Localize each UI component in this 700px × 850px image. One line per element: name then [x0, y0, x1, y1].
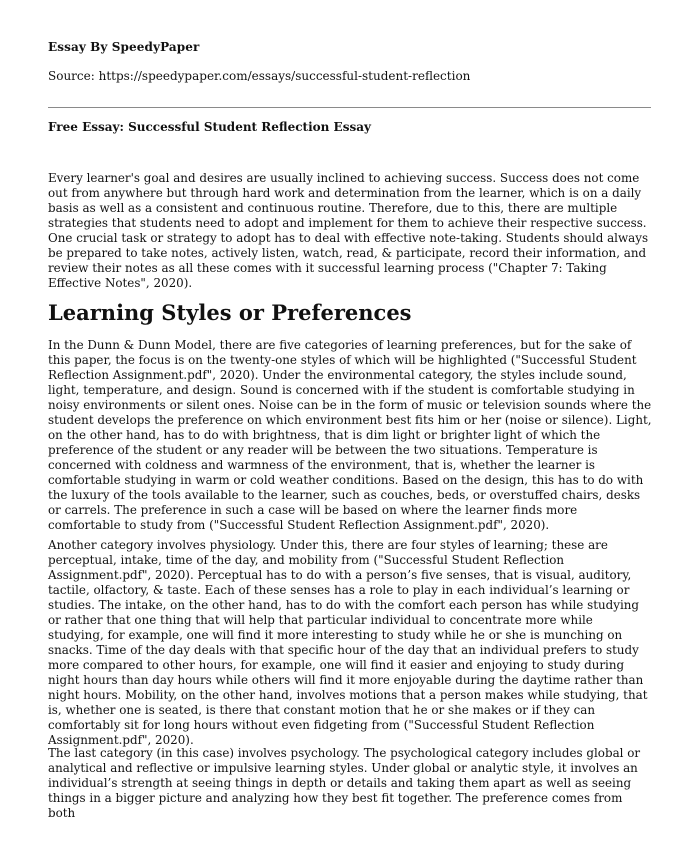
header-divider: [48, 107, 651, 108]
essay-title: Free Essay: Successful Student Reflection Essay: [48, 120, 371, 134]
source-url: Source: https://speedypaper.com/essays/successful-student-reflection: [48, 69, 471, 83]
section-heading: Learning Styles or Preferences: [48, 300, 412, 325]
publisher-title: Essay By SpeedyPaper: [48, 40, 200, 54]
body-paragraph-environmental: In the Dunn & Dunn Model, there are five categories of learning preferences, but for the sake of this paper, the focus is on the twenty-one styles of which will be highlighted ("Successful Student Reflection Assignment.pdf", 2020). Under the environmental category, the styles include sound, light, temperature, and design. Sound is concerned with if the student is comfortable studying in noisy environments or silent ones. Noise can be in the form of music or television sounds where the student develops the preference on which environment best fits him or her (noise or silence). Light, on the other hand, has to do with brightness, that is dim light or brighter light of which the preference of the student or any reader will be between the two situations. Temperature is concerned with coldness and warmness of the environment, that is, whether the learner is comfortable studying in warm or cold weather conditions. Based on the design, this has to do with the luxury of the tools available to the learner, such as couches, beds, or overstuffed chairs, desks or carrels. The preference in such a case will be based on where the learner finds more comfortable to study from ("Successful Student Reflection Assignment.pdf", 2020).: [48, 338, 652, 532]
intro-paragraph: Every learner's goal and desires are usually inclined to achieving success. Success does not come out from anywhere but through hard work and determination from the learner, which is on a daily basis as well as a consistent and continuous routine. Therefore, due to this, there are multiple strategies that students need to adopt and implement for them to achieve their respective success. One crucial task or strategy to adopt has to deal with effective note-taking. Students should always be prepared to take notes, actively listen, watch, read, & participate, record their information, and review their notes as all these comes with it successful learning process ("Chapter 7: Taking Effective Notes", 2020).: [48, 171, 649, 290]
body-paragraph-psychology: The last category (in this case) involves psychology. The psychological category includes global or analytical and reflective or impulsive learning styles. Under global or analytic style, it involves an individual’s strength at seeing things in depth or details and taking them apart as well as seeing things in a bigger picture and analyzing how they best fit together. The preference comes from both: [48, 746, 641, 820]
body-paragraph-physiology: Another category involves physiology. Under this, there are four styles of learning; these are perceptual, intake, time of the day, and mobility from ("Successful Student Reflection Assignment.pdf", 2020). Perceptual has to do with a person’s five senses, that is visual, auditory, tactile, olfactory, & taste. Each of these senses has a role to play in each individual’s learning or studies. The intake, on the other hand, has to do with the comfort each person has while studying or rather that one thing that will help that particular individual to concentrate more while studying, for example, one will find it more interesting to study while he or she is munching on snacks. Time of the day deals with that specific hour of the day that an individual prefers to study more compared to other hours, for example, one will find it easier and enjoying to study during night hours than day hours while others will find it more enjoyable during the daytime rather than night hours. Mobility, on the other hand, involves motions that a person makes while studying, that is, whether one is seated, is there that constant motion that he or she makes or if they can comfortably sit for long hours without even fidgeting from ("Successful Student Reflection Assignment.pdf", 2020).: [48, 538, 648, 747]
